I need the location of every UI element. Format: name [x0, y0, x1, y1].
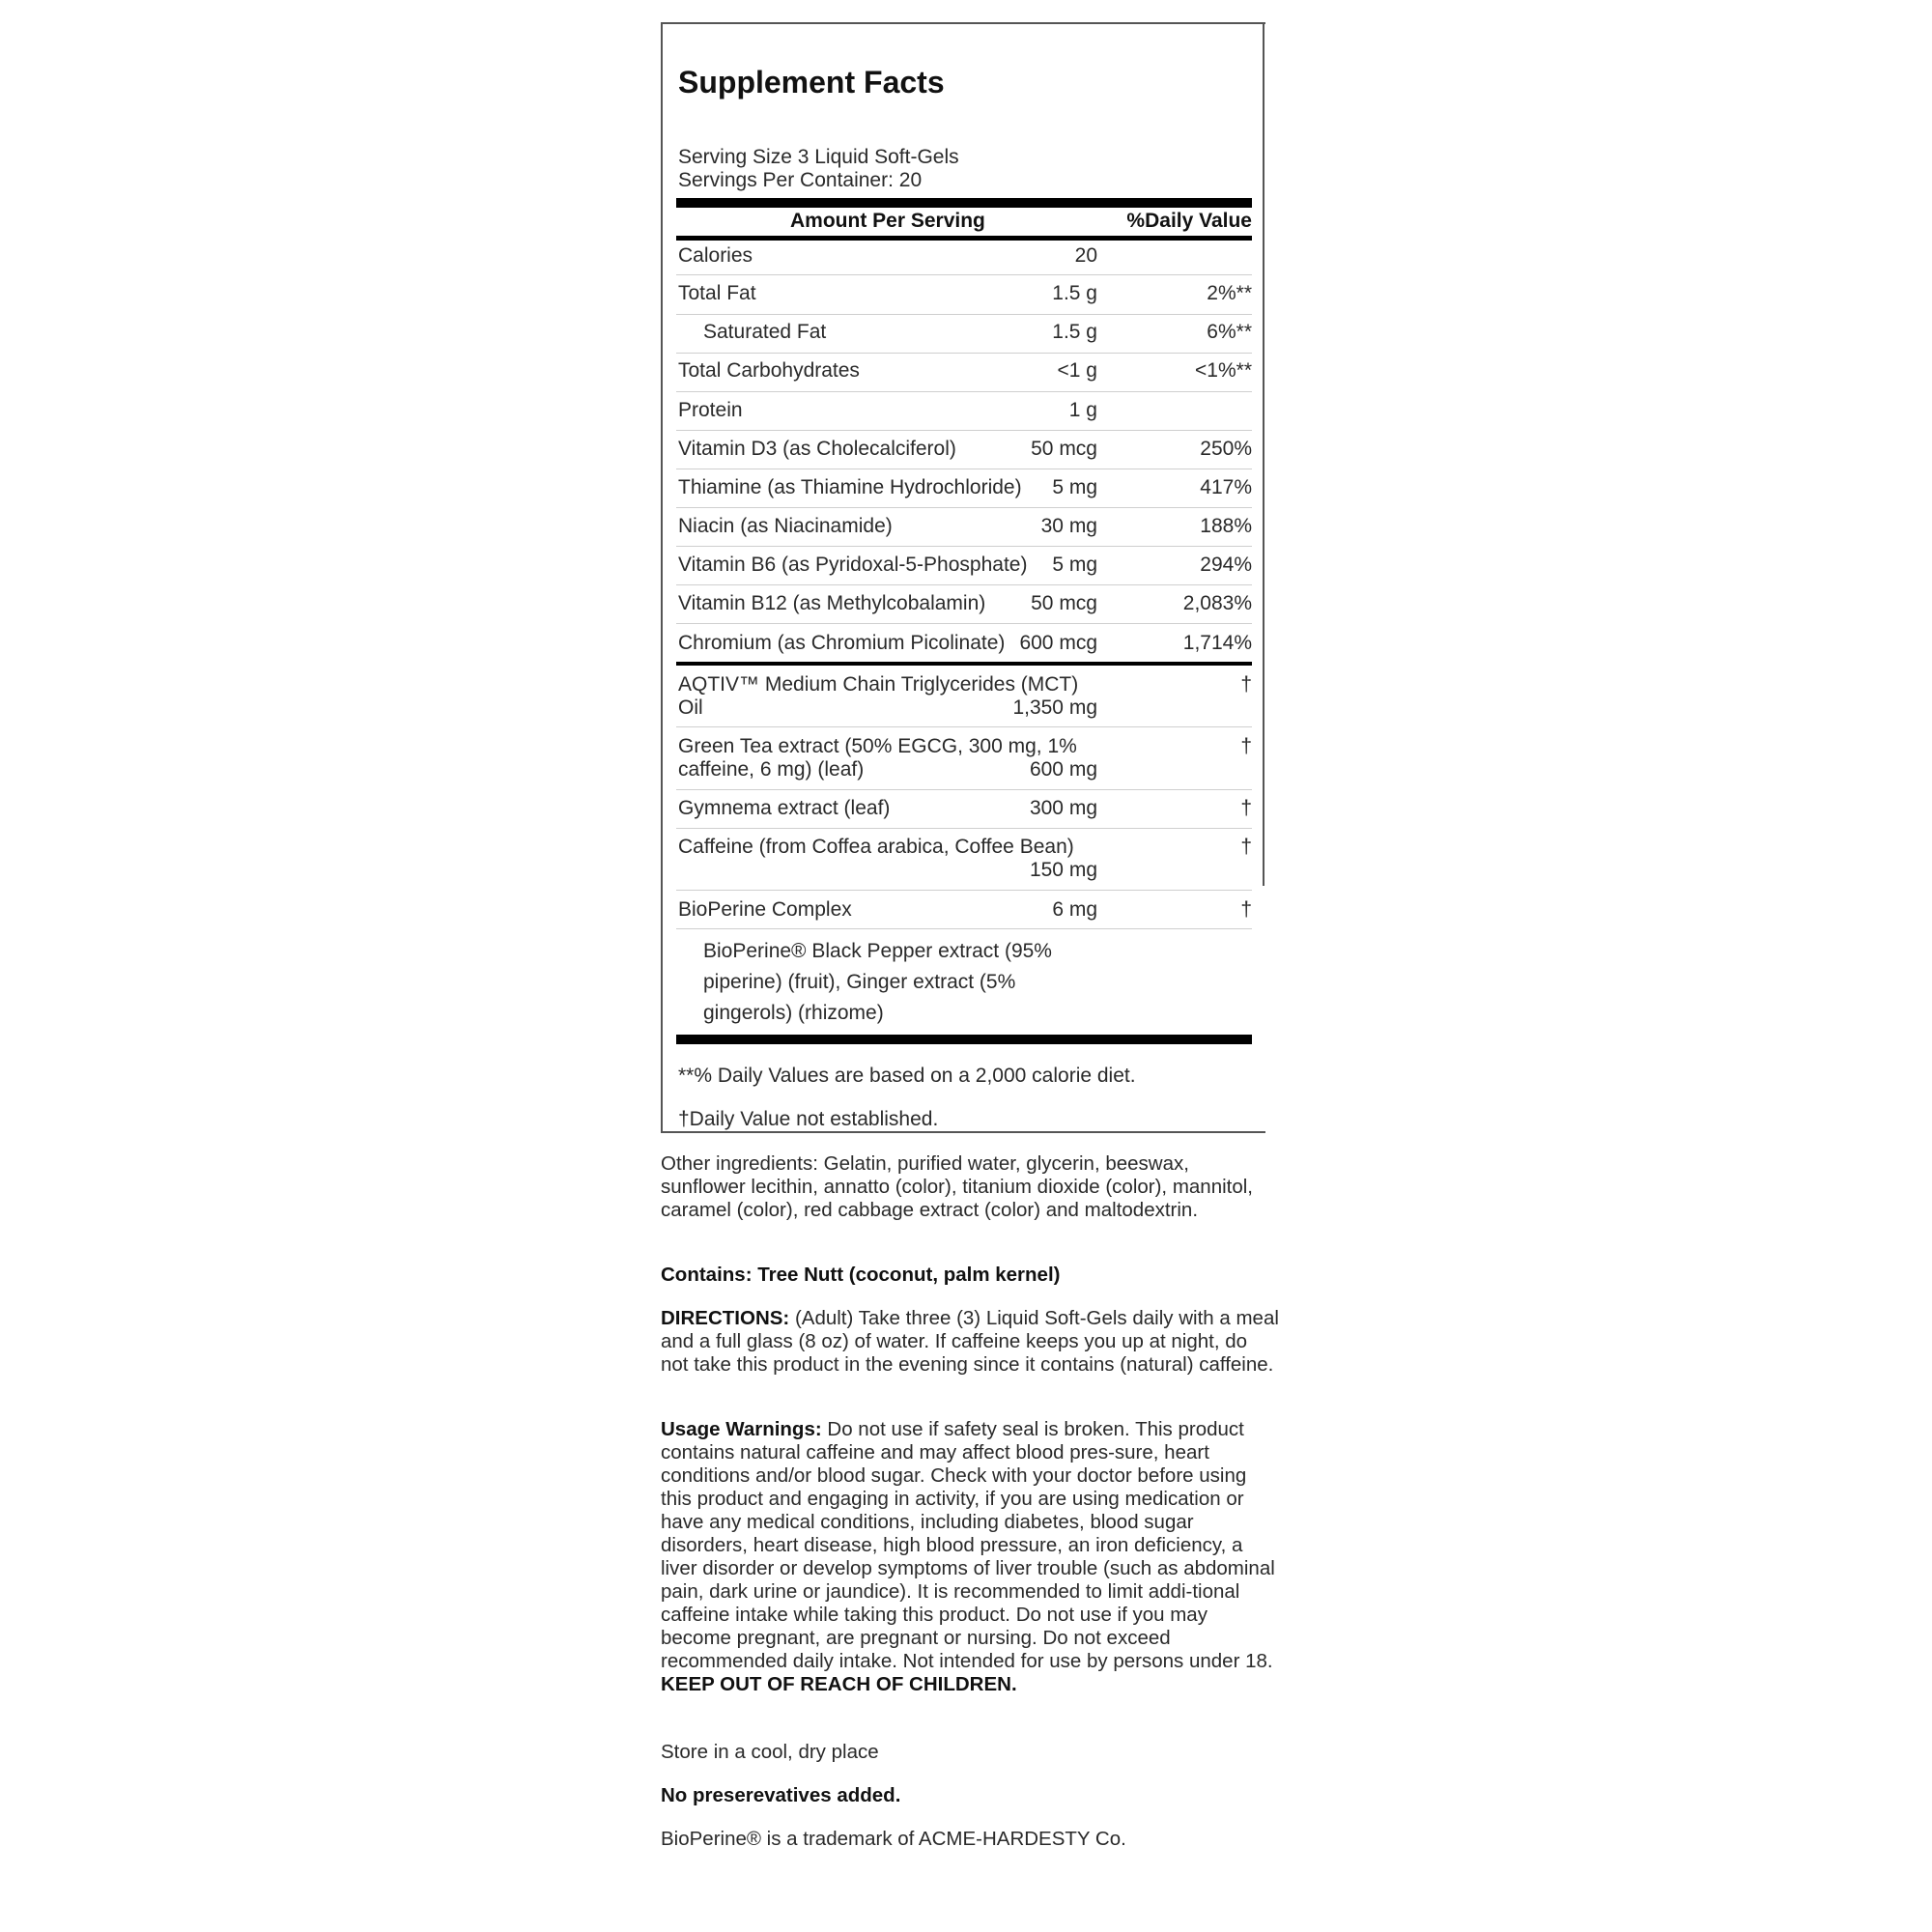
nutrient-amount: 5 mg	[1052, 554, 1097, 576]
section-divider	[676, 662, 1252, 666]
ingredient-dv: †	[1240, 898, 1252, 921]
row-divider	[676, 726, 1252, 727]
row-divider	[676, 314, 1252, 315]
nutrient-amount: 1.5 g	[1052, 321, 1097, 343]
ingredient-amount: 1,350 mg	[1012, 696, 1097, 719]
nutrient-name: Chromium (as Chromium Picolinate)	[678, 632, 1006, 654]
other-ingredients-text: Other ingredients: Gelatin, purified water, glycerin, beeswax, sunflower lecithin, annatto (color), titanium dioxide (color), mannitol, caramel (color), red cabbage extract (color) and maltodextrin.	[661, 1152, 1253, 1221]
directions-text: (Adult) Take three (3) Liquid Soft-Gels daily with a meal and a full glass (8 oz) of water. If caffeine keeps you up at night, do not take this product in the evening since it contains (natural) caffeine.	[661, 1307, 1279, 1376]
ingredient-amount: 150 mg	[1029, 859, 1097, 881]
nutrient-dv: 6%**	[1207, 321, 1252, 343]
preservatives-statement: No preserevatives added.	[661, 1784, 901, 1806]
footnote-daily-values: **% Daily Values are based on a 2,000 calorie diet.	[678, 1065, 1136, 1087]
row-divider	[676, 928, 1252, 929]
row-divider	[676, 430, 1252, 431]
thick-divider	[676, 198, 1252, 208]
ingredient-name: Caffeine (from Coffea arabica, Coffee Bean)	[678, 836, 1074, 858]
ingredient-dv: †	[1240, 735, 1252, 757]
blend-description: BioPerine® Black Pepper extract (95% piperine) (fruit), Ginger extract (5% gingerols) (rhizome)	[703, 940, 1052, 1024]
warnings-text: Do not use if safety seal is broken. This product contains natural caffeine and may affect blood pres-sure, heart conditions and/or blood sugar. Check with your doctor before using this product and engaging in activity, if you are using medication or have any medical conditions, including diabetes, blood sugar disorders, heart disease, high blood pressure, an iron deficiency, a liver disorder or develop symptoms of liver trouble (such as abdominal pain, dark urine or jaundice). It is recommended to limit addi-tional caffeine intake while taking this product. Do not use if you may become pregnant, are pregnant or nursing. Do not exceed recommended daily intake. Not intended for use by persons under 18.	[661, 1418, 1275, 1672]
nutrient-dv: 2,083%	[1182, 592, 1252, 614]
nutrient-dv: 1,714%	[1182, 632, 1252, 654]
row-divider	[676, 828, 1252, 829]
warnings-label: Usage Warnings:	[661, 1418, 822, 1440]
nutrient-amount: 30 mg	[1040, 515, 1097, 537]
nutrient-amount: 50 mcg	[1031, 438, 1097, 460]
ingredient-dv: †	[1240, 797, 1252, 819]
ingredient-amount: 6 mg	[1052, 898, 1097, 921]
nutrient-amount: 5 mg	[1052, 476, 1097, 498]
row-divider	[676, 353, 1252, 354]
allergen-statement	[661, 1264, 1279, 1287]
ingredient-name: AQTIV™ Medium Chain Triglycerides (MCT) Oil	[678, 673, 1079, 719]
usage-warnings	[661, 1418, 1279, 1696]
nutrient-dv: 250%	[1200, 438, 1252, 460]
keep-out-of-reach-warning: KEEP OUT OF REACH OF CHILDREN.	[661, 1673, 1017, 1695]
nutrient-name: Protein	[678, 399, 743, 421]
nutrient-amount: 1 g	[1068, 399, 1097, 421]
nutrient-dv: 188%	[1200, 515, 1252, 537]
nutrient-name: Total Fat	[678, 282, 756, 304]
amount-per-serving-header: Amount Per Serving	[790, 210, 985, 232]
ingredient-dv: †	[1240, 673, 1252, 696]
ingredient-name: BioPerine Complex	[678, 898, 852, 921]
daily-value-header: %Daily Value	[1126, 210, 1252, 232]
panel-bottom-border	[661, 1131, 1265, 1133]
nutrient-name: Vitamin B6 (as Pyridoxal-5-Phosphate)	[678, 554, 1028, 576]
nutrient-amount: 50 mcg	[1031, 592, 1097, 614]
trademark-notice: BioPerine® is a trademark of ACME-HARDESTY Co.	[661, 1828, 1126, 1850]
ingredient-amount: 300 mg	[1029, 797, 1097, 819]
panel-title: Supplement Facts	[678, 65, 945, 99]
nutrient-dv: 2%**	[1207, 282, 1252, 304]
nutrient-amount: 20	[1074, 244, 1097, 267]
nutrient-dv: 417%	[1200, 476, 1252, 498]
directions-label: DIRECTIONS:	[661, 1307, 790, 1329]
nutrient-amount: 600 mcg	[1019, 632, 1097, 654]
row-divider	[676, 789, 1252, 790]
row-divider	[676, 890, 1252, 891]
ingredient-dv: †	[1240, 836, 1252, 858]
nutrient-amount: <1 g	[1057, 359, 1097, 382]
row-divider	[676, 507, 1252, 508]
contains-value: Tree Nutt (coconut, palm kernel)	[757, 1264, 1061, 1286]
nutrient-name: Vitamin B12 (as Methylcobalamin)	[678, 592, 986, 614]
ingredient-amount: 600 mg	[1029, 758, 1097, 781]
nutrient-dv: <1%**	[1195, 359, 1252, 382]
header-divider	[676, 236, 1252, 241]
nutrient-name: Thiamine (as Thiamine Hydrochloride)	[678, 476, 1022, 498]
nutrient-name: Saturated Fat	[703, 321, 827, 343]
serving-size: Serving Size 3 Liquid Soft-Gels	[678, 146, 959, 168]
storage-instructions: Store in a cool, dry place	[661, 1741, 879, 1763]
footnote-dagger: †Daily Value not established.	[678, 1108, 939, 1130]
row-divider	[676, 623, 1252, 624]
nutrient-name: Calories	[678, 244, 753, 267]
nutrient-name: Niacin (as Niacinamide)	[678, 515, 893, 537]
bottom-thick-divider	[676, 1035, 1252, 1044]
nutrient-amount: 1.5 g	[1052, 282, 1097, 304]
servings-per-container: Servings Per Container: 20	[678, 169, 923, 191]
directions	[661, 1307, 1279, 1377]
nutrient-dv: 294%	[1200, 554, 1252, 576]
row-divider	[676, 391, 1252, 392]
supplement-facts-panel	[661, 22, 1265, 1133]
contains-label: Contains:	[661, 1264, 753, 1286]
ingredient-name: Green Tea extract (50% EGCG, 300 mg, 1% caffeine, 6 mg) (leaf)	[678, 735, 1077, 781]
row-divider	[676, 584, 1252, 585]
panel-right-border	[1263, 22, 1264, 886]
nutrient-name: Vitamin D3 (as Cholecalciferol)	[678, 438, 956, 460]
row-divider	[676, 274, 1252, 275]
ingredient-name: Gymnema extract (leaf)	[678, 797, 891, 819]
nutrient-name: Total Carbohydrates	[678, 359, 860, 382]
row-divider	[676, 546, 1252, 547]
